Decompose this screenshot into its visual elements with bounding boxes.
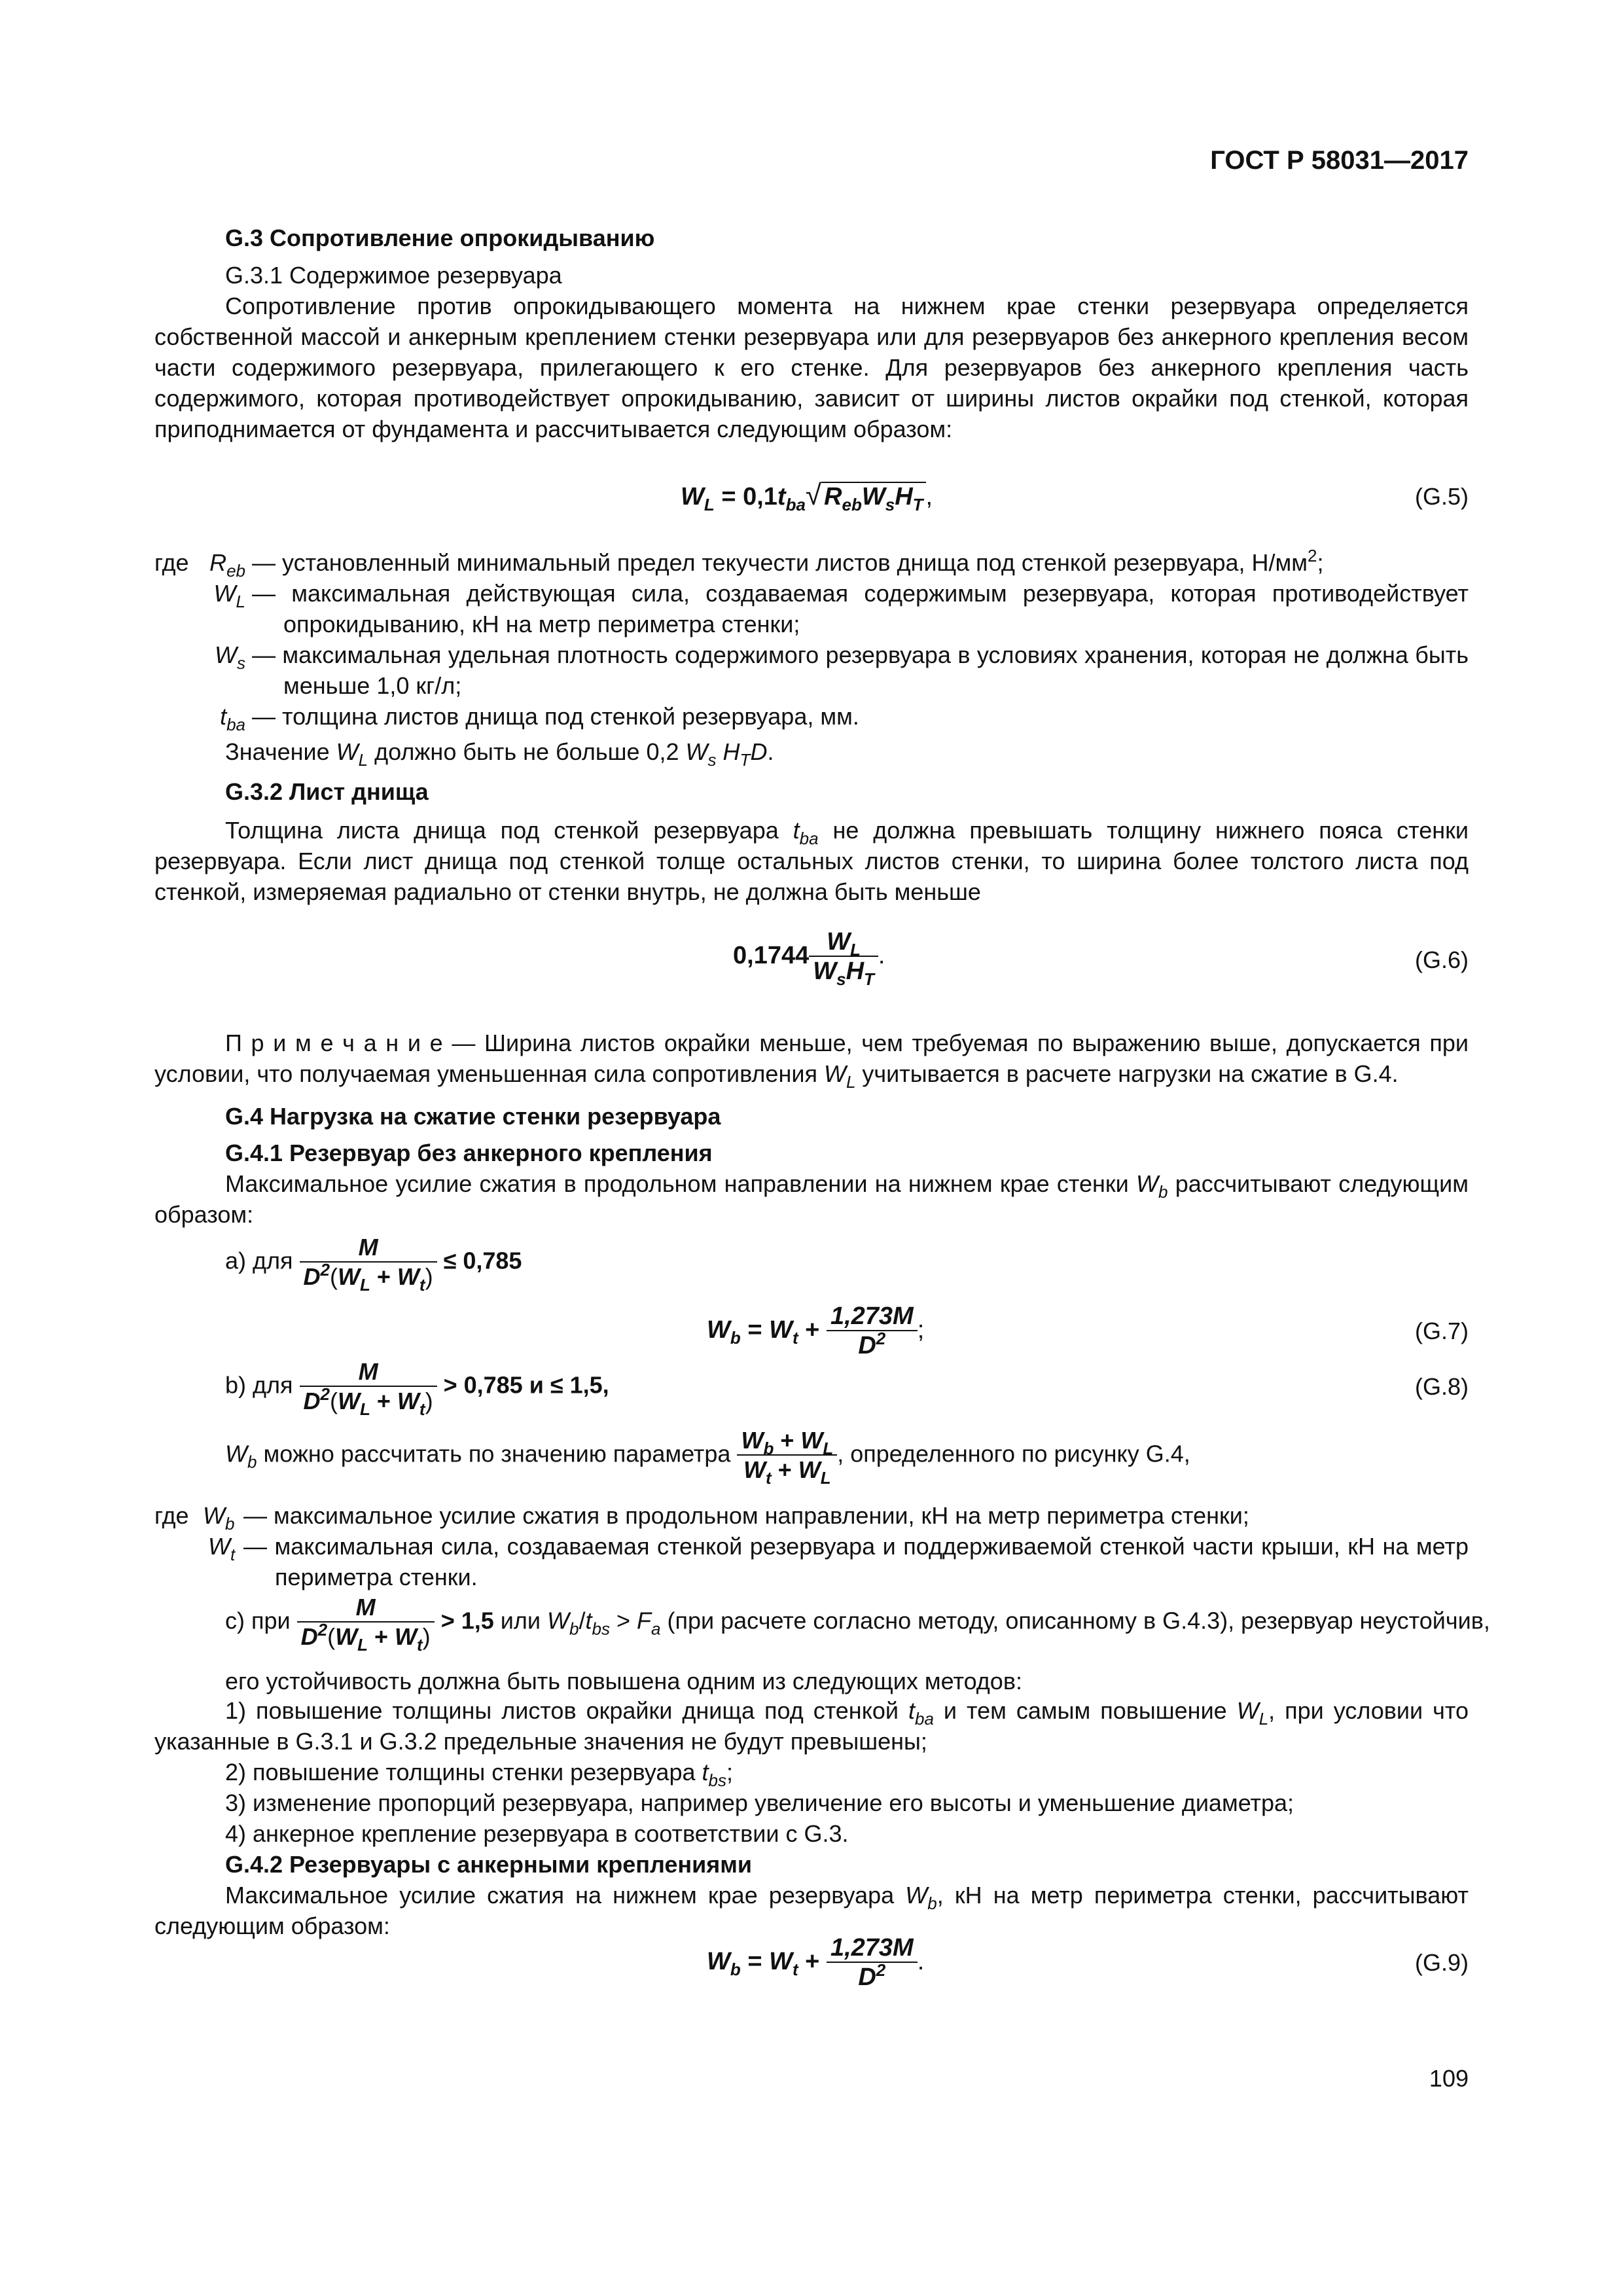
method-1: 1) повышение толщины листов окрайки днища под стенкой $t_{ba}$ и тем самым повышение $W_L$, при условии что указанные в G.3.1 и G.3.2 предельные значения не будут превышены; bbox=[154, 1697, 1469, 1755]
def-text-wl: — максимальная действующая сила, создаваемая содержимым резервуара, которая противодействует опрокидыванию, кН на метр периметра стенки; bbox=[252, 580, 1469, 637]
method-2: 2) повышение толщины стенки резервуара $t_{bs}$; bbox=[225, 1759, 733, 1790]
case-c: c) при $\frac{M}{D^2(W_L + W_t)}$ > 1,5 или $W_b/t_{bs} > F_a$ (при расчете согласно методу, описанному в G.4.3), резервуар неустойчив, bbox=[225, 1594, 1490, 1655]
paragraph-g4-1: Максимальное усилие сжатия в продольном направлении на нижнем крае стенки $W_b$ рассчитывают следующим образом: bbox=[154, 1170, 1469, 1228]
paragraph-g4-2: Максимальное усилие сжатия на нижнем крае резервуара $W_b$, кН на метр периметра стенки, рассчитывают следующим образом: bbox=[154, 1882, 1469, 1939]
section-g3-title: G.3 Сопротивление опрокидыванию bbox=[225, 224, 655, 251]
where-label-g4: где bbox=[154, 1502, 189, 1529]
def-text-ws: — максимальная удельная плотность содержимого резервуара в условиях хранения, которая не должна быть меньше 1,0 кг/л; bbox=[252, 641, 1469, 699]
stability-line: его устойчивость должна быть повышена одним из следующих методов: bbox=[225, 1668, 1022, 1695]
equation-g7: $W_b = W_t$ + $\frac{1,273M}{D^2}$ ; bbox=[707, 1302, 925, 1359]
equation-number-g8: (G.8) bbox=[1414, 1373, 1469, 1400]
subsection-g4-2: G.4.2 Резервуары с анкерными креплениями bbox=[225, 1851, 753, 1878]
case-b: b) для $\frac{M}{D^2(W_L + W_t)}$ > 0,785 и ≤ 1,5, bbox=[225, 1358, 609, 1419]
paragraph-g3-1: Сопротивление против опрокидывающего момента на нижнем крае стенки резервуара определяется собственной массой и анкерным креплением стенки резервуара или для резервуаров без анкерного крепления весом части содержимого резервуара, прилегающего к его стенке. Для резервуаров без анкерного крепления часть содержимого, которая противодействует опрокидыванию, зависит от ширины листов окрайки под стенкой, которая приподнимается от фундамента и рассчитывается следующим образом: bbox=[154, 293, 1469, 442]
equation-number-g6: (G.6) bbox=[1414, 946, 1469, 973]
method-4: 4) анкерное крепление резервуара в соответствии с G.3. bbox=[225, 1820, 849, 1847]
def-text-wb: — максимальное усилие сжатия в продольном направлении, кН на метр периметра стенки; bbox=[243, 1502, 1249, 1529]
equation-g6: 0,1744 $\frac{W_L}{W_sH_T}$ . bbox=[733, 928, 885, 989]
page-number: 109 bbox=[1429, 2065, 1469, 2092]
equation-number-g9: (G.9) bbox=[1414, 1949, 1469, 1976]
note-g3: П р и м е ч а н и е — Ширина листов окрайки меньше, чем требуемая по выражению выше, допускается при условии, что получаемая уменьшенная сила сопротивления $W_L$ учитывается в расчете нагрузки на сжатие в G.4. bbox=[154, 1030, 1469, 1092]
equation-number-g7: (G.7) bbox=[1414, 1318, 1469, 1344]
def-symbol-tba: $t_{ba}$ bbox=[220, 703, 245, 734]
paragraph-g3-2: Толщина листа днища под стенкой резервуара $t_{ba}$ не должна превышать толщину нижнего пояса стенки резервуара. Если лист днища под стенкой толще остальных листов стенки, то ширина более толстого листа под стенкой, измеряемая радиально от стенки внутрь, не должна быть меньше bbox=[154, 817, 1469, 905]
limit-statement: Значение $W_L$ должно быть не больше 0,2 $W_s$ $H_TD$. bbox=[225, 738, 774, 770]
subsection-g4-1: G.4.1 Резервуар без анкерного крепления bbox=[225, 1139, 713, 1166]
case-a: a) для $\frac{M}{D^2(W_L + W_t)}$ ≤ 0,785 bbox=[225, 1234, 522, 1295]
equation-g9: $W_b = W_t$ + $\frac{1,273M}{D^2}$ . bbox=[707, 1934, 925, 1991]
subsection-g3-2: G.3.2 Лист днища bbox=[225, 778, 429, 805]
where-label-g3: где bbox=[154, 549, 189, 576]
def-text-tba: — толщина листов днища под стенкой резервуара, мм. bbox=[252, 703, 859, 730]
method-3: 3) изменение пропорций резервуара, например увеличение его высоты и уменьшение диаметра; bbox=[225, 1789, 1294, 1816]
subsection-g3-1: G.3.1 Содержимое резервуара bbox=[225, 262, 562, 289]
def-symbol-wt: $W_t$ bbox=[208, 1533, 236, 1564]
def-symbol-wb: $W_b$ bbox=[203, 1502, 235, 1534]
section-g4-title: G.4 Нагрузка на сжатие стенки резервуара bbox=[225, 1103, 721, 1130]
equation-g5: $W_L = 0,1t_{ba}√$ $R_{eb}W_sH_T$ , bbox=[681, 479, 933, 514]
def-text-wt: — максимальная сила, создаваемая стенкой резервуара и поддерживаемой стенкой части крыши, кН на метр периметра стенки. bbox=[243, 1533, 1469, 1590]
def-symbol-wl: $W_L$ bbox=[213, 580, 245, 611]
parameter-line: $W_b$ можно рассчитать по значению параметра $\frac{W_b + W_L}{W_t + W_L}$ , определенного по рисунку G.4, bbox=[225, 1427, 1190, 1488]
standard-header: ГОСТ Р 58031—2017 bbox=[1210, 146, 1469, 175]
def-symbol-reb: $R_{eb}$ bbox=[209, 549, 245, 581]
equation-number-g5: (G.5) bbox=[1414, 483, 1469, 510]
def-text-reb: — установленный минимальный предел текучести листов днища под стенкой резервуара, $Н/мм^2$; bbox=[252, 546, 1324, 576]
def-symbol-ws: $W_s$ bbox=[215, 641, 245, 673]
